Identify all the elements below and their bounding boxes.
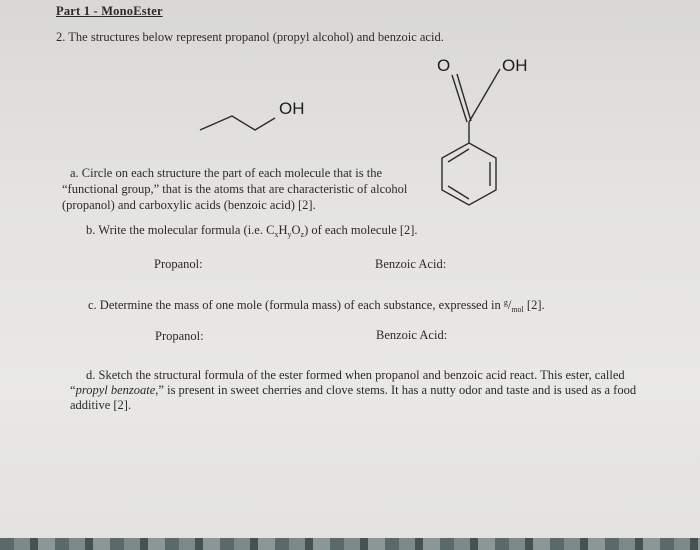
c-propanol-label: Propanol: — [155, 329, 204, 343]
propanol-bonds — [200, 116, 275, 130]
question-a-line-1: a. Circle on each structure the part of each molecule that is the — [70, 166, 383, 180]
question-d — [70, 368, 637, 413]
carbonyl-o-label: O — [437, 56, 451, 75]
c-benzoic-label: Benzoic Acid: — [376, 328, 448, 342]
desk-surface-strip — [0, 538, 700, 550]
question-b-text-end: ) of each molecule [2]. — [304, 223, 418, 237]
benzoic-acid-structure — [430, 55, 550, 215]
quote-open: “ — [70, 383, 76, 397]
question-a-line-3: (propanol) and carboxylic acids (benzoic acid) [2]. — [62, 198, 316, 212]
benzoic-oh-label: OH — [502, 56, 528, 75]
ester-name: propyl benzoate — [75, 383, 156, 397]
subscript-y: y — [287, 230, 292, 239]
question-d-line-3: additive [2]. — [70, 398, 132, 412]
header-separator: - — [90, 4, 102, 18]
question-c-text-end: [2]. — [523, 298, 545, 312]
formula-o: O — [291, 223, 301, 237]
b-benzoic-label: Benzoic Acid: — [375, 257, 447, 271]
propanol-oh-label: OH — [279, 99, 305, 118]
formula-h: H — [278, 223, 288, 237]
section-header — [56, 4, 163, 19]
unit-g: g — [503, 298, 508, 307]
carboxyl-oh-bond — [469, 69, 500, 122]
question-a-line-2: “functional group,” that is the atoms that are characteristic of alcohol — [62, 182, 408, 196]
question-a — [62, 165, 407, 213]
subscript-x: x — [274, 230, 279, 239]
benzene-ring — [442, 143, 496, 205]
b-propanol-label: Propanol: — [154, 257, 203, 271]
question-c — [88, 295, 545, 318]
question-b — [86, 222, 418, 243]
question-b-text: b. Write the molecular formula (i.e. C — [86, 223, 275, 237]
question-d-line-1: d. Sketch the structural formula of the ester formed when propanol and benzoic acid react. This ester, called — [86, 368, 625, 382]
part-label: Part 1 — [56, 4, 91, 18]
question-d-line-2 — [70, 383, 636, 398]
question-2: 2. The structures below represent propanol (propyl alcohol) and benzoic acid. — [56, 30, 444, 44]
unit-slash: / — [507, 298, 512, 312]
question-d-line-2-text: ,” is present in sweet cherries and clove stems. It has a nutty odor and taste and is used as a food — [155, 383, 637, 397]
section-title: MonoEster — [101, 4, 163, 18]
ring-double-bond-2 — [448, 149, 469, 162]
unit-mol: mol — [511, 305, 524, 314]
subscript-z: z — [300, 230, 305, 239]
question-c-text: c. Determine the mass of one mole (formula mass) of each substance, expressed in — [88, 298, 504, 312]
ring-double-bond-3 — [448, 186, 469, 199]
